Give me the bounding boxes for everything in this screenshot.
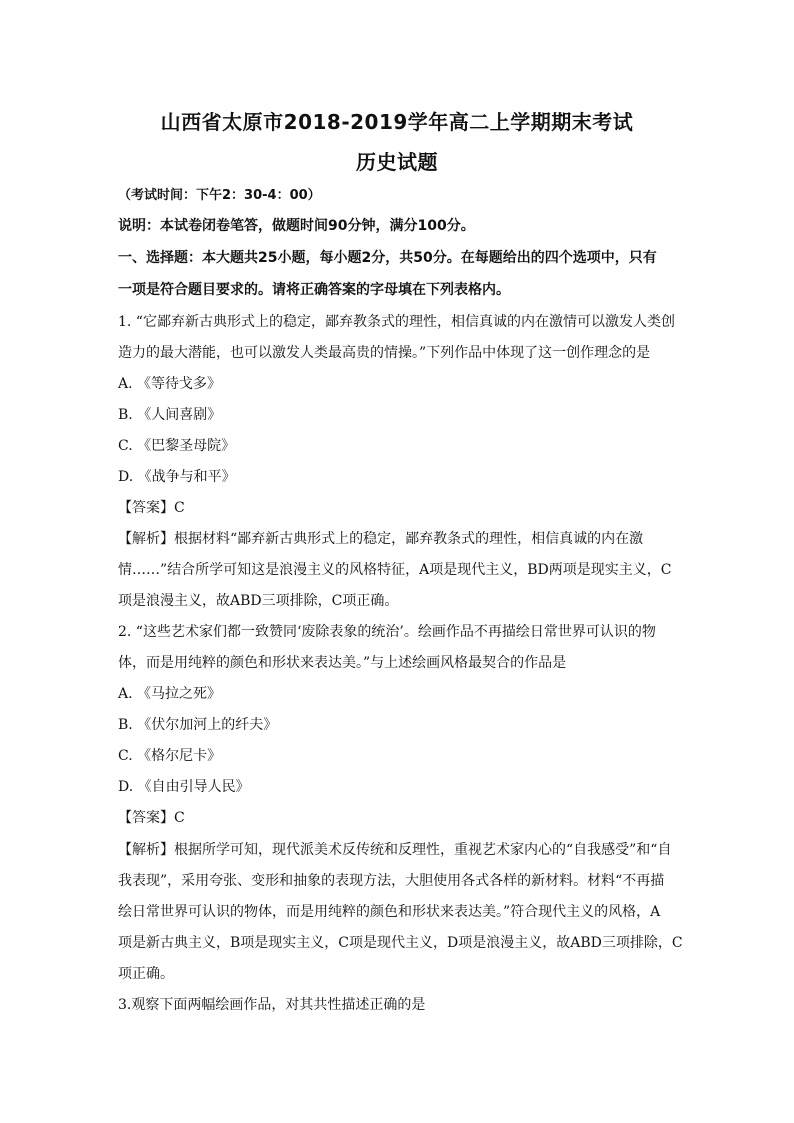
q2-option-d: D. 《自由引导人民》	[118, 779, 250, 795]
q2-analysis-line5: 项正确。	[118, 966, 174, 982]
q1-option-a: A. 《等待戈多》	[118, 376, 222, 392]
q2-stem-line2: 体，而是用纯粹的颜色和形状来表达美。”与上述绘画风格最契合的作品是	[118, 655, 567, 671]
section-heading-line1: 一、选择题：本大题共25小题，每小题2分，共50分。在每题给出的四个选项中，只有	[118, 250, 657, 266]
q2-analysis-line1: 【解析】根据所学可知，现代派美术反传统和反理性，重视艺术家内心的“自我感受”和“自	[118, 842, 672, 858]
q1-stem-line2: 造力的最大潜能，也可以激发人类最高贵的情操。”下列作品中体现了这一创作理念的是	[118, 345, 651, 361]
q2-option-a: A. 《马拉之死》	[118, 686, 222, 702]
q2-option-c: C. 《格尔尼卡》	[118, 748, 222, 764]
section-heading-line2: 一项是符合题目要求的。请将正确答案的字母填在下列表格内。	[118, 282, 510, 298]
q2-analysis-line4: 项是新古典主义，B项是现实主义，C项是现代主义，D项是浪漫主义，故ABD三项排除，C	[118, 935, 683, 951]
q2-analysis-line2: 我表现”，采用夸张、变形和抽象的表现方法，大胆使用各式各样的新材料。材料“不再描	[118, 873, 665, 889]
q1-answer: 【答案】C	[118, 500, 185, 516]
q2-analysis-line3: 绘日常世界可认识的物体，而是用纯粹的颜色和形状来表达美。”符合现代主义的风格，A	[118, 904, 661, 920]
q2-stem-line1: 2. “这些艺术家们都一致赞同‘废除表象的统治’。绘画作品不再描绘日常世界可认识的物	[118, 624, 656, 640]
document-subtitle: 历史试题	[356, 150, 438, 174]
exam-time: （考试时间：下午2：30-4：00）	[118, 188, 321, 203]
q1-analysis-line3: 项是浪漫主义，故ABD三项排除，C项正确。	[118, 593, 399, 609]
q3-stem-line1: 3.观察下面两幅绘画作品，对其共性描述正确的是	[118, 997, 426, 1013]
q1-option-c: C. 《巴黎圣母院》	[118, 438, 236, 454]
q1-option-b: B. 《人间喜剧》	[118, 407, 222, 423]
document-title: 山西省太原市2018-2019学年高二上学期期末考试	[160, 110, 634, 134]
q2-answer: 【答案】C	[118, 810, 185, 826]
instructions: 说明：本试卷闭卷笔答，做题时间90分钟，满分100分。	[118, 218, 475, 234]
q1-analysis-line2: 情……”结合所学可知这是浪漫主义的风格特征，A项是现代主义，BD两项是现实主义，C	[118, 562, 672, 578]
q1-stem-line1: 1. “它鄙弃新古典形式上的稳定，鄙弃教条式的理性，相信真诚的内在激情可以激发人类创	[118, 314, 675, 330]
q1-option-d: D. 《战争与和平》	[118, 469, 236, 485]
q1-analysis-line1: 【解析】根据材料“鄙弃新古典形式上的稳定，鄙弃教条式的理性，相信真诚的内在激	[118, 531, 644, 547]
q2-option-b: B. 《伏尔加河上的纤夫》	[118, 717, 278, 733]
